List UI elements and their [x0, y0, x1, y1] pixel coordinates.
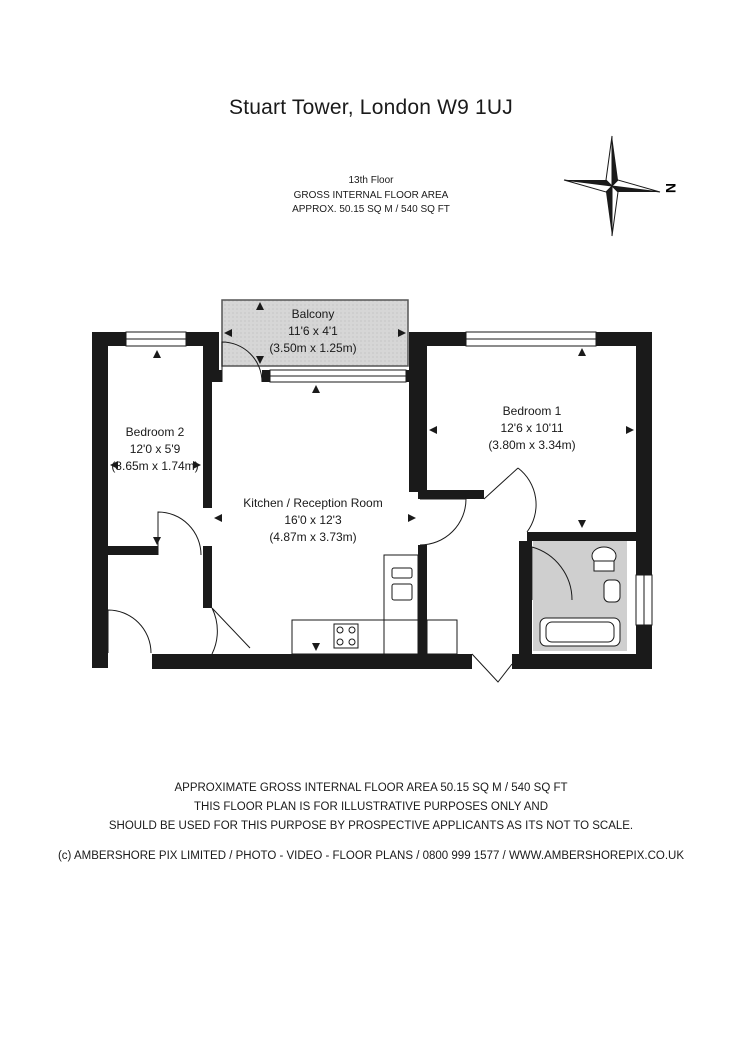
doors — [108, 342, 572, 682]
bedroom1-imperial: 12'6 x 10'11 — [500, 421, 564, 435]
bedroom1-metric: (3.80m x 3.34m) — [488, 438, 576, 452]
floor-level: 13th Floor — [348, 175, 394, 186]
area-value: APPROX. 50.15 SQ M / 540 SQ FT — [292, 204, 450, 215]
disclaimer — [0, 779, 742, 836]
balcony-name: Balcony — [291, 307, 335, 321]
bedroom1-name: Bedroom 1 — [502, 404, 562, 418]
balcony-imperial: 11'6 x 4'1 — [288, 324, 338, 338]
north-label: N — [663, 182, 679, 194]
disclaimer-line-3: SHOULD BE USED FOR THIS PURPOSE BY PROSPECTIVE APPLICANTS AS ITS NOT TO SCALE. — [108, 820, 634, 832]
plan-title: Stuart Tower, London W9 1UJ — [229, 96, 513, 119]
bedroom2-imperial: 12'0 x 5'9 — [129, 442, 181, 456]
kitchen-imperial: 16'0 x 12'3 — [284, 513, 342, 527]
disclaimer-line-2: THIS FLOOR PLAN IS FOR ILLUSTRATIVE PURPOSES ONLY AND — [193, 801, 549, 813]
kitchen-name: Kitchen / Reception Room — [243, 496, 383, 510]
balcony-metric: (3.50m x 1.25m) — [269, 341, 357, 355]
compass-icon — [564, 136, 660, 236]
bedroom2-name: Bedroom 2 — [125, 425, 185, 439]
kitchen-metric: (4.87m x 3.73m) — [269, 530, 357, 544]
kitchen-units — [292, 555, 457, 654]
area-label: GROSS INTERNAL FLOOR AREA — [293, 189, 449, 201]
copyright: (c) AMBERSHORE PIX LIMITED / PHOTO - VIDEO - FLOOR PLANS / 0800 999 1577 / WWW.AMBERSHOREPIX.CO.UK — [57, 850, 685, 862]
disclaimer-line-1: APPROXIMATE GROSS INTERNAL FLOOR AREA 50.15 SQ M / 540 SQ FT — [174, 782, 568, 794]
bedroom2-metric: (3.65m x 1.74m) — [111, 459, 199, 473]
